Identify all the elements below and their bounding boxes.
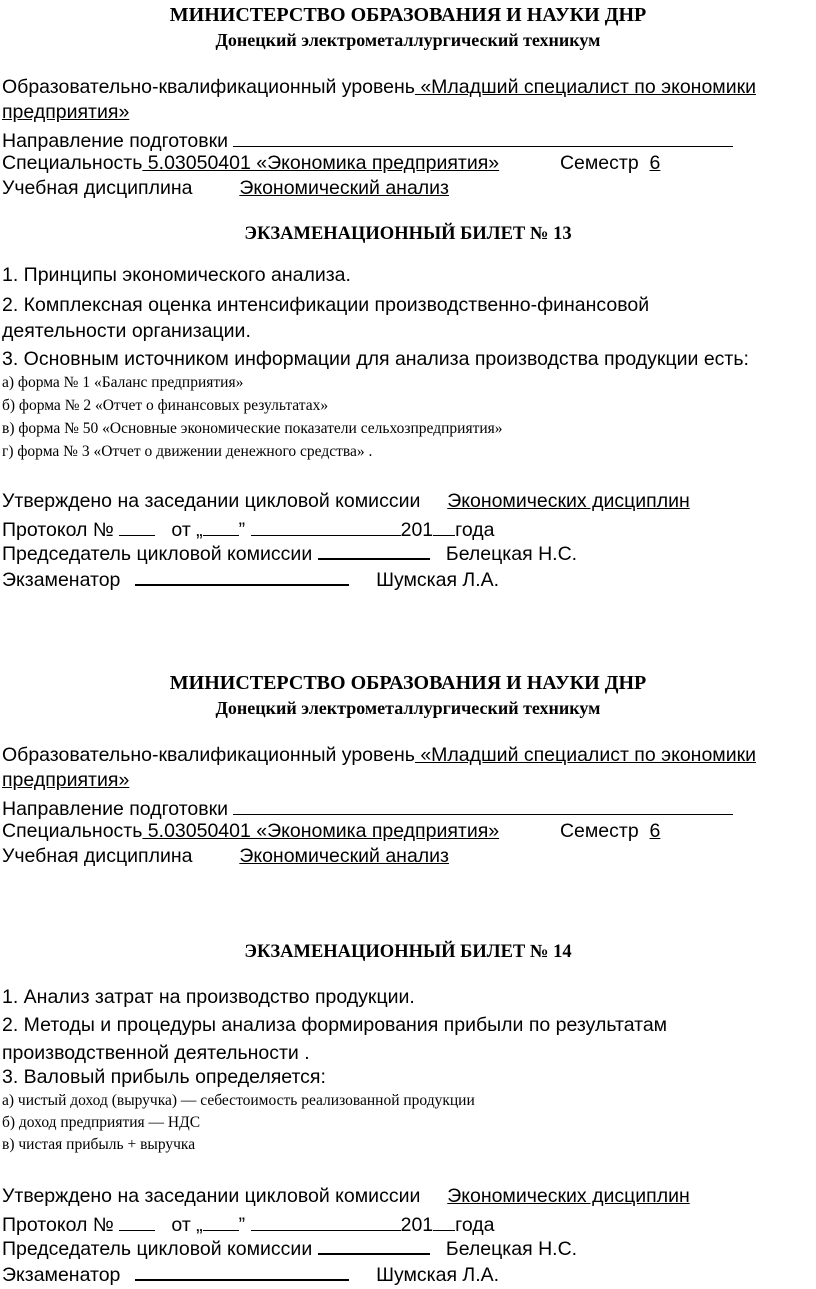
question-2-cont: деятельности организации. [2, 320, 251, 342]
commission-value: Экономических дисциплин [447, 1185, 690, 1207]
semester-label: Семестр [559, 820, 639, 842]
specialty-value: 5.03050401 «Экономика предприятия» [142, 152, 500, 174]
level-label: Образовательно-квалификационный уровень [2, 76, 415, 98]
protocol-label: Протокол № [2, 519, 114, 541]
level-line [2, 75, 756, 99]
discipline-line [2, 844, 449, 868]
discipline-label: Учебная дисциплина [2, 845, 193, 867]
chair-signature-line [318, 540, 430, 560]
ticket-title: ЭКЗАМЕНАЦИОННЫЙ БИЛЕТ № 13 [244, 224, 572, 244]
ticket-title: ЭКЗАМЕНАЦИОННЫЙ БИЛЕТ № 14 [244, 942, 572, 962]
year-suffix: года [455, 1214, 495, 1236]
direction-line [2, 794, 733, 821]
level-value-cont: предприятия» [2, 769, 130, 791]
commission-value: Экономических дисциплин [447, 490, 690, 512]
college-heading: Донецкий электрометаллургический техникум [215, 30, 601, 50]
quote-close: ” [238, 1214, 246, 1236]
protocol-label: Протокол № [2, 1214, 114, 1236]
question-2: 2. Методы и процедуры анализа формирования прибыли по результатам [2, 1014, 668, 1036]
discipline-line [2, 176, 449, 200]
chair-name: Белецкая Н.С. [445, 1238, 578, 1260]
question-2-cont: производственной деятельности . [2, 1042, 310, 1064]
year-suffix: года [455, 519, 495, 541]
year-blank [433, 515, 455, 536]
examiner-signature-line [135, 566, 349, 586]
approved-line [2, 1184, 690, 1208]
direction-line [2, 126, 733, 153]
answer-option: в) форма № 50 «Основные экономические показатели сельхозпредприятия» [2, 420, 503, 437]
level-line [2, 743, 756, 767]
level-value: «Младший специалист по экономики [414, 76, 757, 98]
approved-line [2, 489, 690, 513]
chair-line [2, 540, 577, 566]
semester-value: 6 [649, 152, 661, 174]
direction-label: Направление подготовки [2, 130, 229, 152]
specialty-value: 5.03050401 «Экономика предприятия» [142, 820, 500, 842]
specialty-label: Специальность [2, 820, 143, 842]
level-value-cont: предприятия» [2, 101, 130, 123]
year-blank [433, 1210, 455, 1231]
question-1: 1. Принципы экономического анализа. [2, 264, 351, 286]
examiner-name: Шумская Л.А. [376, 1264, 500, 1286]
chair-label: Председатель цикловой комиссии [2, 1238, 313, 1260]
answer-option: б) форма № 2 «Отчет о финансовых результатах» [2, 397, 329, 414]
month-blank [251, 1210, 401, 1231]
discipline-value: Экономический анализ [239, 177, 449, 199]
examiner-label: Экзаменатор [2, 1264, 121, 1286]
direction-label: Направление подготовки [2, 798, 229, 820]
protocol-line [2, 1210, 494, 1237]
discipline-label: Учебная дисциплина [2, 177, 193, 199]
specialty-label: Специальность [2, 152, 143, 174]
from-label: от „ [171, 519, 203, 541]
year-prefix: 201 [400, 1214, 434, 1236]
level-line-cont [2, 768, 129, 792]
day-blank [203, 1210, 239, 1231]
semester-value: 6 [649, 820, 661, 842]
specialty-line [2, 151, 660, 175]
ministry-heading: МИНИСТЕРСТВО ОБРАЗОВАНИЯ И НАУКИ ДНР [169, 672, 647, 694]
direction-blank [233, 126, 733, 147]
question-2: 2. Комплексная оценка интенсификации производственно-финансовой [2, 294, 650, 316]
examiner-line [2, 1261, 499, 1287]
answer-option: а) чистый доход (выручка) — себестоимость реализованной продукции [2, 1092, 475, 1109]
level-value: «Младший специалист по экономики [414, 744, 757, 766]
examiner-name: Шумская Л.А. [376, 569, 500, 591]
chair-name: Белецкая Н.С. [445, 543, 578, 565]
protocol-number-blank [119, 515, 155, 536]
discipline-value: Экономический анализ [239, 845, 449, 867]
protocol-line [2, 515, 494, 542]
answer-option: б) доход предприятия — НДС [2, 1114, 201, 1131]
specialty-line [2, 819, 660, 843]
question-1: 1. Анализ затрат на производство продукции. [2, 986, 415, 1008]
year-prefix: 201 [400, 519, 434, 541]
question-3: 3. Валовый прибыль определяется: [2, 1066, 326, 1088]
answer-option: г) форма № 3 «Отчет о движении денежного средства» . [2, 443, 373, 460]
approved-label: Утверждено на заседании цикловой комиссии [2, 490, 421, 512]
from-label: от „ [171, 1214, 203, 1236]
level-line-cont [2, 100, 129, 124]
approved-label: Утверждено на заседании цикловой комиссии [2, 1185, 421, 1207]
question-3: 3. Основным источником информации для анализа производства продукции есть: [2, 348, 749, 370]
chair-signature-line [318, 1235, 430, 1255]
level-label: Образовательно-квалификационный уровень [2, 744, 415, 766]
direction-blank [233, 794, 733, 815]
month-blank [251, 515, 401, 536]
chair-line [2, 1235, 577, 1261]
answer-option: в) чистая прибыль + выручка [2, 1136, 196, 1153]
ministry-heading: МИНИСТЕРСТВО ОБРАЗОВАНИЯ И НАУКИ ДНР [169, 4, 647, 26]
quote-close: ” [238, 519, 246, 541]
chair-label: Председатель цикловой комиссии [2, 543, 313, 565]
examiner-line [2, 566, 499, 592]
college-heading: Донецкий электрометаллургический техникум [215, 698, 601, 718]
semester-label: Семестр [559, 152, 639, 174]
answer-option: а) форма № 1 «Баланс предприятия» [2, 374, 244, 391]
examiner-label: Экзаменатор [2, 569, 121, 591]
examiner-signature-line [135, 1261, 349, 1281]
protocol-number-blank [119, 1210, 155, 1231]
day-blank [203, 515, 239, 536]
